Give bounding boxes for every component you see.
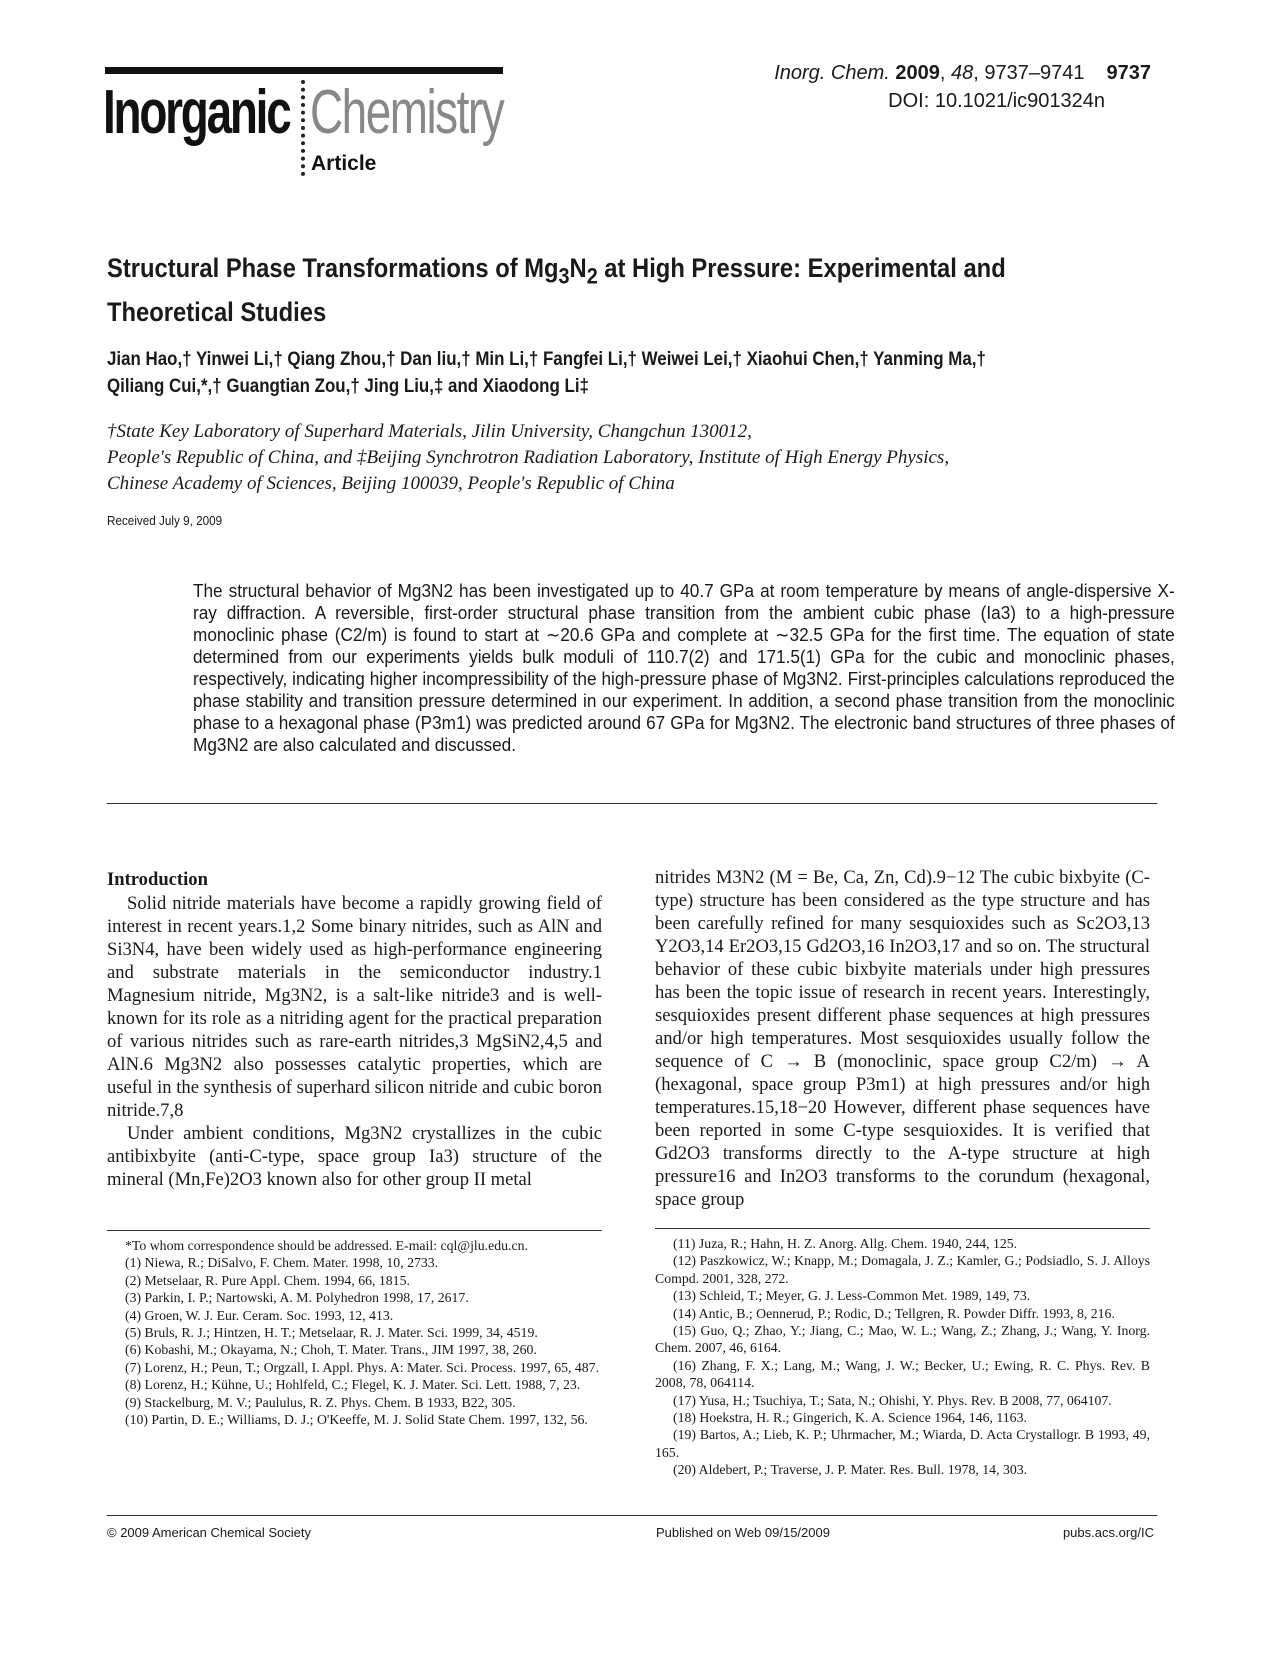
footnotes-left [107,1237,602,1428]
section-label: Article [311,152,377,175]
intro-paragraph-2: Under ambient conditions, Mg3N2 crystallizes in the cubic antibixbyite (anti-C-type, space group Ia3) structure of the mineral (Mn,Fe)2O3 known also for other group II metal [107,1123,602,1190]
body-column-left [107,892,602,1191]
reference-item: (2) Metselaar, R. Pure Appl. Chem. 1994, 66, 1815. [125,1272,410,1288]
reference-item: (6) Kobashi, M.; Okayama, N.; Choh, T. Mater. Trans., JIM 1997, 38, 260. [125,1342,537,1358]
intro-paragraph-3: nitrides M3N2 (M = Be, Ca, Zn, Cd).9−12 The cubic bixbyite (C-type) structure has been considered as the type structure and has been carefully refined for many sesquioxides such as Sc2O3,13 Y2O3,14 Er2O3,15 Gd2O3,16 In2O3,17 and so on. The structural behavior of these cubic bixbyite materials under high pressures has been the topic issue of research in recent years. Interestingly, sesquioxides present different phase sequences at high pressures and/or high temperatures. Most sesquioxides usually follow the sequence of C → B (monoclinic, space group C2/m) → A (hexagonal, space group P3m1) at high pressures and/or high temperatures.15,18−20 However, different phase sequences have been reported in some C-type sesquioxides. It is verified that Gd2O3 transforms directly to the A-type structure at high pressure16 and In2O3 transforms to the corundum (hexagonal, space group [655,867,1150,1210]
affiliation-line-3: Chinese Academy of Sciences, Beijing 100039, People's Republic of China [107,473,675,494]
authors-line-1: Jian Hao,† Yinwei Li,† Qiang Zhou,† Dan liu,† Min Li,† Fangfei Li,† Weiwei Lei,† Xiaohui Chen,† Yanming Ma,† [107,349,986,370]
reference-item: (20) Aldebert, P.; Traverse, J. P. Mater. Res. Bull. 1978, 14, 303. [673,1462,1028,1478]
reference-item: (4) Groen, W. J. Eur. Ceram. Soc. 1993, 12, 413. [125,1307,394,1323]
reference-item: (17) Yusa, H.; Tsuchiya, T.; Sata, N.; Ohishi, Y. Phys. Rev. B 2008, 77, 064107. [673,1392,1112,1408]
header-citation: Inorg. Chem. 2009, 48, 9737–9741 9737 [774,62,1151,84]
reference-item: (12) Paszkowicz, W.; Knapp, M.; Domagala, J. Z.; Kamler, G.; Podsiadlo, S. J. Alloys Compd. 2001, 328, 272. [655,1253,1150,1286]
title-text: Structural Phase Transformations of $Mg_3N_2$ at High Pressure: Experimental and Theoretical Studies [107,253,1006,328]
reference-item: (3) Parkin, I. P.; Nartowski, A. M. Polyhedron 1998, 17, 2617. [125,1290,469,1306]
page-number: 9737 [1106,62,1151,84]
reference-item: (10) Partin, D. E.; Williams, D. J.; O'Keeffe, M. J. Solid State Chem. 1997, 132, 56. [125,1412,588,1428]
authors-line-2: Qiliang Cui,*,† Guangtian Zou,† Jing Liu,‡ and Xiaodong Li‡ [107,376,589,397]
footer-published-date: Published on Web 09/15/2009 [656,1525,830,1540]
journal-logo-inorganic: Inorganic [103,78,290,147]
author-list [107,346,1131,400]
reference-item: (16) Zhang, F. X.; Lang, M.; Wang, J. W.; Becker, U.; Ewing, R. C. Phys. Rev. B 2008, 78, 064114. [655,1357,1150,1391]
footer-copyright: © 2009 American Chemical Society [107,1525,311,1540]
footer-divider [107,1515,1157,1516]
footnote-divider-right [655,1228,1150,1229]
reference-item: (18) Hoekstra, H. R.; Gingerich, K. A. Science 1964, 146, 1163. [673,1410,1027,1426]
footnote: *To whom correspondence should be addressed. E-mail: cql@jlu.edu.cn. [125,1238,528,1253]
reference-item: (7) Lorenz, H.; Peun, T.; Orgzall, I. Appl. Phys. A: Mater. Sci. Process. 1997, 65, 487. [125,1359,600,1375]
affiliations [107,419,1157,497]
reference-item: (15) Guo, Q.; Zhao, Y.; Jiang, C.; Mao, W. L.; Wang, Z.; Zhang, J.; Wang, Y. Inorg. Chem. 2007, 46, 6164. [655,1323,1150,1356]
reference-item: (11) Juza, R.; Hahn, H. Z. Anorg. Allg. Chem. 1940, 244, 125. [673,1236,1018,1251]
citation-year: 2009 [895,62,940,84]
doi-link[interactable]: DOI: 10.1021/ic901324n [888,90,1105,112]
citation-journal: Inorg. Chem. [774,62,890,84]
affiliation-line-2: People's Republic of China, and ‡Beijing Synchrotron Radiation Laboratory, Institute of High Energy Physics, [107,447,950,468]
reference-item: (13) Schleid, T.; Meyer, G. J. Less-Common Met. 1989, 149, 73. [673,1288,1031,1304]
received-date: Received July 9, 2009 [107,513,223,528]
footnote-divider-left [107,1230,602,1231]
intro-paragraph-1: Solid nitride materials have become a rapidly growing field of interest in recent years.1,2 Some binary nitrides, such as AlN and Si3N4, have been widely used as high-performance engineering and substrate materials in the semiconductor industry.1 Magnesium nitride, Mg3N2, is a salt-like nitride3 and is well-known for its role as a nitriding agent for the practical preparation of various nitrides such as rare-earth nitrides,3 MgSiN2,4,5 and AlN.6 Mg3N2 also possesses catalytic properties, which are useful in the synthesis of superhard silicon nitride and cubic boron nitride.7,8 [107,893,602,1121]
introduction-heading: Introduction [107,869,208,890]
footer-site-link[interactable]: pubs.acs.org/IC [1062,1525,1154,1540]
reference-item: (5) Bruls, R. J.; Hintzen, H. T.; Metselaar, R. J. Mater. Sci. 1999, 34, 4519. [125,1325,538,1341]
reference-item: (14) Antic, B.; Oennerud, P.; Rodic, D.; Tellgren, R. Powder Diffr. 1993, 8, 216. [673,1305,1115,1321]
article-title [107,250,1145,331]
body-column-right [655,866,1150,1211]
affiliation-line-1: †State Key Laboratory of Superhard Materials, Jilin University, Changchun 130012, [107,421,752,442]
footnotes-right [655,1235,1150,1479]
reference-item: (19) Bartos, A.; Lieb, K. P.; Uhrmacher, M.; Wiarda, D. Acta Crystallogr. B 1993, 49, 165. [655,1427,1150,1460]
abstract-divider [107,803,1157,804]
citation-volume: 48 [951,62,974,84]
reference-item: (9) Stackelburg, M. V.; Paululus, R. Z. Phys. Chem. B 1933, B22, 305. [125,1394,516,1410]
reference-item: (1) Niewa, R.; DiSalvo, F. Chem. Mater. 1998, 10, 2733. [125,1255,439,1271]
citation-pages: 9737–9741 [984,62,1085,84]
journal-logo-divider [301,80,305,176]
abstract: The structural behavior of Mg3N2 has been investigated up to 40.7 GPa at room temperature by means of angle-dispersive X-ray diffraction. A reversible, first-order structural phase transition from the ambient cubic phase (Ia3) to a high-pressure monoclinic phase (C2/m) is found to start at ∼20.6 GPa and complete at ∼32.5 GPa for the first time. The equation of state determined from our experiments yields bulk moduli of 110.7(2) and 171.5(1) GPa for the cubic and monoclinic phases, respectively, indicating higher incompressibility of the high-pressure phase of Mg3N2. First-principles calculations reproduced the phase stability and transition pressure determined in our experiment. In addition, a second phase transition from the monoclinic phase to a hexagonal phase (P3m1) was predicted around 67 GPa for Mg3N2. The electronic band structures of three phases of Mg3N2 are also calculated and discussed. [193,581,1175,755]
journal-logo-bar [105,67,503,74]
journal-logo-chemistry: Chemistry [310,78,504,147]
reference-item: (8) Lorenz, H.; Kühne, U.; Hohlfeld, C.; Flegel, K. J. Mater. Sci. Lett. 1988, 7, 23. [125,1377,581,1393]
